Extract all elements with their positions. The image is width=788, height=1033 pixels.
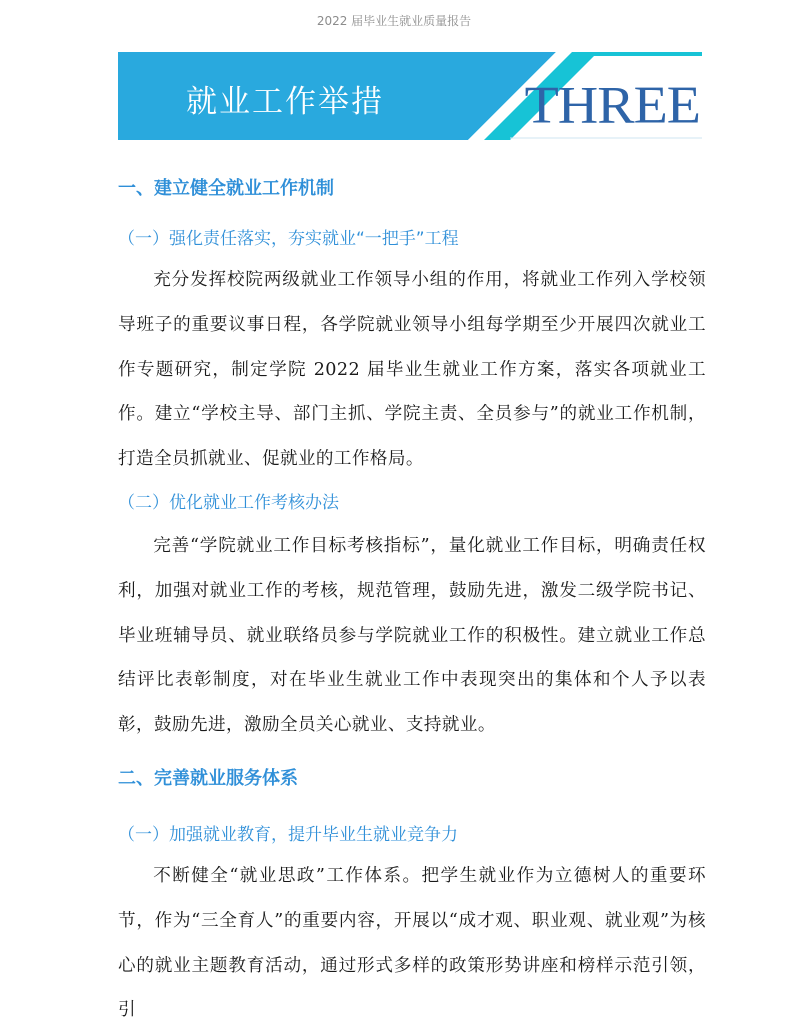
section-heading-2: 二、完善就业服务体系	[118, 768, 298, 789]
paragraph-1-2: 完善“学院就业工作目标考核指标”，量化就业工作目标，明确责任权利，加强对就业工作的考核，规范管理，鼓励先进，激发二级学院书记、毕业班辅导员、就业联络员参与学院就业工作的积极性。建立就业工作总结评比表彰制度，对在毕业生就业工作中表现突出的集体和个人予以表彰，鼓励先进，激励全员关心就业、支持就业。	[118, 536, 706, 736]
section-heading-1: 一、建立健全就业工作机制	[118, 178, 334, 199]
subsection-heading-1-2: （二）优化就业工作考核办法	[118, 493, 339, 513]
chapter-number: THREE	[524, 75, 700, 135]
paragraph-1-1: 充分发挥校院两级就业工作领导小组的作用，将就业工作列入学校领导班子的重要议事日程，各学院就业领导小组每学期至少开展四次就业工作专题研究，制定学院 2022 届毕业生就业工作方案，落实各项就业工作。建立“学校主导、部门主抓、学院主责、全员参与”的就业工作机制，打造全员抓就业、促就业的工作格局。	[118, 270, 706, 470]
subsection-heading-1-1: （一）强化责任落实，夯实就业“一把手”工程	[118, 229, 459, 249]
subsection-heading-2-1: （一）加强就业教育，提升毕业生就业竞争力	[118, 825, 458, 845]
chapter-banner	[118, 52, 702, 140]
banner-title: 就业工作举措	[186, 84, 384, 120]
paragraph-2-1: 不断健全“就业思政”工作体系。把学生就业作为立德树人的重要环节，作为“三全育人”的重要内容，开展以“成才观、职业观、就业观”为核心的就业主题教育活动，通过形式多样的政策形势讲座和榜样示范引领，引	[118, 866, 706, 1021]
running-header: 2022 届毕业生就业质量报告	[316, 14, 472, 28]
